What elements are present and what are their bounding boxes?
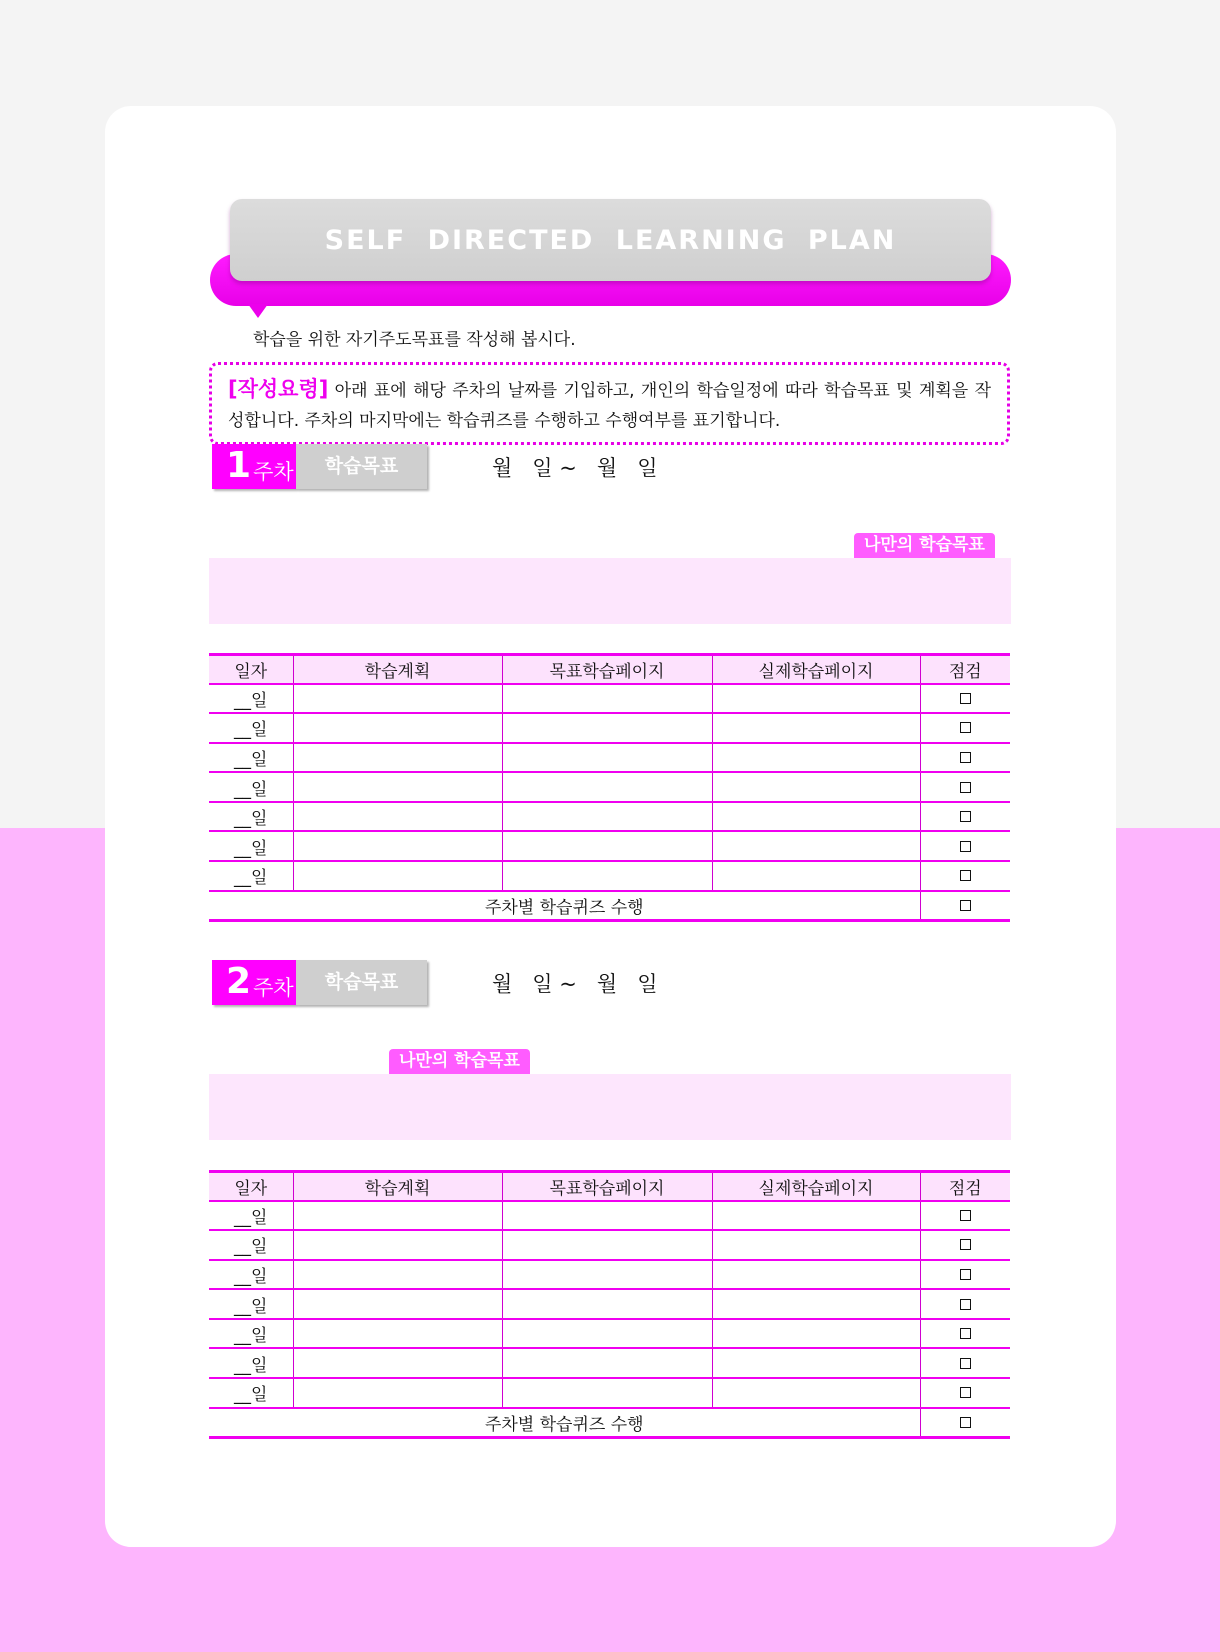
date-range-field[interactable]: 월 일 ~ 월 일 — [492, 456, 658, 480]
check-cell — [920, 713, 1010, 743]
week-2-plan-table — [209, 1170, 1010, 1439]
day-cell[interactable]: __일 — [209, 1378, 293, 1408]
day-cell[interactable]: __일 — [209, 1260, 293, 1290]
check-cell — [920, 1201, 1010, 1231]
day-cell[interactable]: __일 — [209, 684, 293, 714]
week-number: 1 — [226, 445, 252, 486]
day-cell[interactable]: __일 — [209, 713, 293, 743]
week-suffix: 주차 — [253, 460, 294, 484]
quiz-row — [209, 1408, 1010, 1438]
table-row — [209, 1289, 1010, 1319]
header-date: 일자 — [209, 1172, 293, 1201]
plan-cell[interactable] — [293, 743, 502, 773]
check-cell — [920, 1408, 1010, 1438]
actual-page-cell[interactable] — [712, 1260, 920, 1290]
checkbox[interactable] — [960, 1358, 971, 1369]
header-target-page: 목표학습페이지 — [502, 1172, 712, 1201]
table-row — [209, 684, 1010, 714]
table-row — [209, 1260, 1010, 1290]
actual-page-cell[interactable] — [712, 802, 920, 832]
target-page-cell[interactable] — [502, 1319, 712, 1349]
checkbox[interactable] — [960, 1387, 971, 1398]
checkbox[interactable] — [960, 1210, 971, 1221]
day-cell[interactable]: __일 — [209, 1230, 293, 1260]
table-row — [209, 713, 1010, 743]
plan-cell[interactable] — [293, 1260, 502, 1290]
checkbox[interactable] — [960, 722, 971, 733]
quiz-row — [209, 891, 1010, 921]
plan-cell[interactable] — [293, 831, 502, 861]
plan-cell[interactable] — [293, 1289, 502, 1319]
header-target-page: 목표학습페이지 — [502, 655, 712, 684]
target-page-cell[interactable] — [502, 1378, 712, 1408]
checkbox[interactable] — [960, 870, 971, 881]
check-cell — [920, 684, 1010, 714]
plan-cell[interactable] — [293, 802, 502, 832]
week-number: 2 — [226, 961, 252, 1002]
table-header-row — [209, 655, 1010, 684]
day-cell[interactable]: __일 — [209, 743, 293, 773]
target-page-cell[interactable] — [502, 1260, 712, 1290]
checkbox[interactable] — [960, 1328, 971, 1339]
checkbox[interactable] — [960, 752, 971, 763]
plan-cell[interactable] — [293, 1201, 502, 1231]
check-cell — [920, 1348, 1010, 1378]
check-cell — [920, 1260, 1010, 1290]
checkbox[interactable] — [960, 782, 971, 793]
actual-page-cell[interactable] — [712, 772, 920, 802]
header-check: 점검 — [920, 655, 1010, 684]
check-cell — [920, 831, 1010, 861]
goal-label: 학습목표 — [296, 444, 427, 489]
plan-cell[interactable] — [293, 1378, 502, 1408]
quiz-label: 주차별 학습퀴즈 수행 — [209, 1408, 920, 1438]
header-check: 점검 — [920, 1172, 1010, 1201]
check-cell — [920, 772, 1010, 802]
week-2-header — [212, 960, 1012, 1006]
header-plan: 학습계획 — [293, 655, 502, 684]
plan-cell[interactable] — [293, 772, 502, 802]
check-cell — [920, 891, 1010, 921]
checkbox[interactable] — [960, 811, 971, 822]
checkbox[interactable] — [960, 1269, 971, 1280]
check-cell — [920, 1230, 1010, 1260]
goal-label: 학습목표 — [296, 960, 427, 1005]
plan-cell[interactable] — [293, 1230, 502, 1260]
day-cell[interactable]: __일 — [209, 1201, 293, 1231]
table-row — [209, 1378, 1010, 1408]
plan-cell[interactable] — [293, 1348, 502, 1378]
check-cell — [920, 861, 1010, 891]
table-row — [209, 1348, 1010, 1378]
intro-text: 학습을 위한 자기주도목표를 작성해 봅시다. — [253, 330, 576, 350]
table-row — [209, 802, 1010, 832]
target-page-cell[interactable] — [502, 772, 712, 802]
target-page-cell[interactable] — [502, 1201, 712, 1231]
actual-page-cell[interactable] — [712, 1348, 920, 1378]
quiz-checkbox[interactable] — [960, 1417, 971, 1428]
target-page-cell[interactable] — [502, 1230, 712, 1260]
target-page-cell[interactable] — [502, 1289, 712, 1319]
quiz-checkbox[interactable] — [960, 900, 971, 911]
actual-page-cell[interactable] — [712, 1201, 920, 1231]
banner — [230, 199, 991, 281]
banner-tail — [248, 304, 268, 318]
instructions-tag: [작성요령] — [228, 377, 329, 401]
table-row — [209, 1230, 1010, 1260]
actual-page-cell[interactable] — [712, 684, 920, 714]
week-1-plan-table — [209, 653, 1010, 922]
day-cell[interactable]: __일 — [209, 802, 293, 832]
table-row — [209, 772, 1010, 802]
instructions-text: 아래 표에 해당 주차의 날짜를 기입하고, 개인의 학습일정에 따라 학습목표 및 계획을 작성합니다. 주차의 마지막에는 학습퀴즈를 수행하고 수행여부를 표기합니다. — [228, 381, 991, 431]
my-goal-tag: 나만의 학습목표 — [854, 533, 995, 558]
target-page-cell[interactable] — [502, 713, 712, 743]
day-cell[interactable]: __일 — [209, 1289, 293, 1319]
instructions-box — [209, 362, 1010, 445]
actual-page-cell[interactable] — [712, 831, 920, 861]
day-cell[interactable]: __일 — [209, 772, 293, 802]
target-page-cell[interactable] — [502, 684, 712, 714]
checkbox[interactable] — [960, 1239, 971, 1250]
checkbox[interactable] — [960, 841, 971, 852]
table-row — [209, 743, 1010, 773]
day-cell[interactable]: __일 — [209, 1319, 293, 1349]
target-page-cell[interactable] — [502, 831, 712, 861]
header-plan: 학습계획 — [293, 1172, 502, 1201]
week-1-goal-input[interactable] — [209, 558, 1011, 624]
actual-page-cell[interactable] — [712, 1289, 920, 1319]
actual-page-cell[interactable] — [712, 1230, 920, 1260]
target-page-cell[interactable] — [502, 743, 712, 773]
check-cell — [920, 1289, 1010, 1319]
quiz-label: 주차별 학습퀴즈 수행 — [209, 891, 920, 921]
table-header-row — [209, 1172, 1010, 1201]
target-page-cell[interactable] — [502, 802, 712, 832]
day-cell[interactable]: __일 — [209, 861, 293, 891]
day-cell[interactable]: __일 — [209, 1348, 293, 1378]
plan-cell[interactable] — [293, 684, 502, 714]
date-range-field[interactable]: 월 일 ~ 월 일 — [492, 972, 658, 996]
week-suffix: 주차 — [253, 976, 294, 1000]
banner-title: SELF DIRECTED LEARNING PLAN — [324, 224, 897, 256]
page-card — [105, 106, 1116, 1547]
day-cell[interactable]: __일 — [209, 831, 293, 861]
actual-page-cell[interactable] — [712, 1319, 920, 1349]
table-row — [209, 1201, 1010, 1231]
week-2-goal-input[interactable] — [209, 1074, 1011, 1140]
week-2-badge — [212, 960, 296, 1005]
week-1-badge — [212, 444, 296, 489]
actual-page-cell[interactable] — [712, 1378, 920, 1408]
plan-cell[interactable] — [293, 1319, 502, 1349]
header-actual-page: 실제학습페이지 — [712, 1172, 920, 1201]
check-cell — [920, 1319, 1010, 1349]
checkbox[interactable] — [960, 1299, 971, 1310]
target-page-cell[interactable] — [502, 1348, 712, 1378]
week-1-header — [212, 444, 1012, 490]
my-goal-tag: 나만의 학습목표 — [389, 1049, 530, 1074]
actual-page-cell[interactable] — [712, 713, 920, 743]
plan-cell[interactable] — [293, 713, 502, 743]
check-cell — [920, 743, 1010, 773]
table-row — [209, 831, 1010, 861]
actual-page-cell[interactable] — [712, 861, 920, 891]
checkbox[interactable] — [960, 693, 971, 704]
header-date: 일자 — [209, 655, 293, 684]
check-cell — [920, 802, 1010, 832]
target-page-cell[interactable] — [502, 861, 712, 891]
plan-cell[interactable] — [293, 861, 502, 891]
check-cell — [920, 1378, 1010, 1408]
header-actual-page: 실제학습페이지 — [712, 655, 920, 684]
table-row — [209, 861, 1010, 891]
actual-page-cell[interactable] — [712, 743, 920, 773]
table-row — [209, 1319, 1010, 1349]
